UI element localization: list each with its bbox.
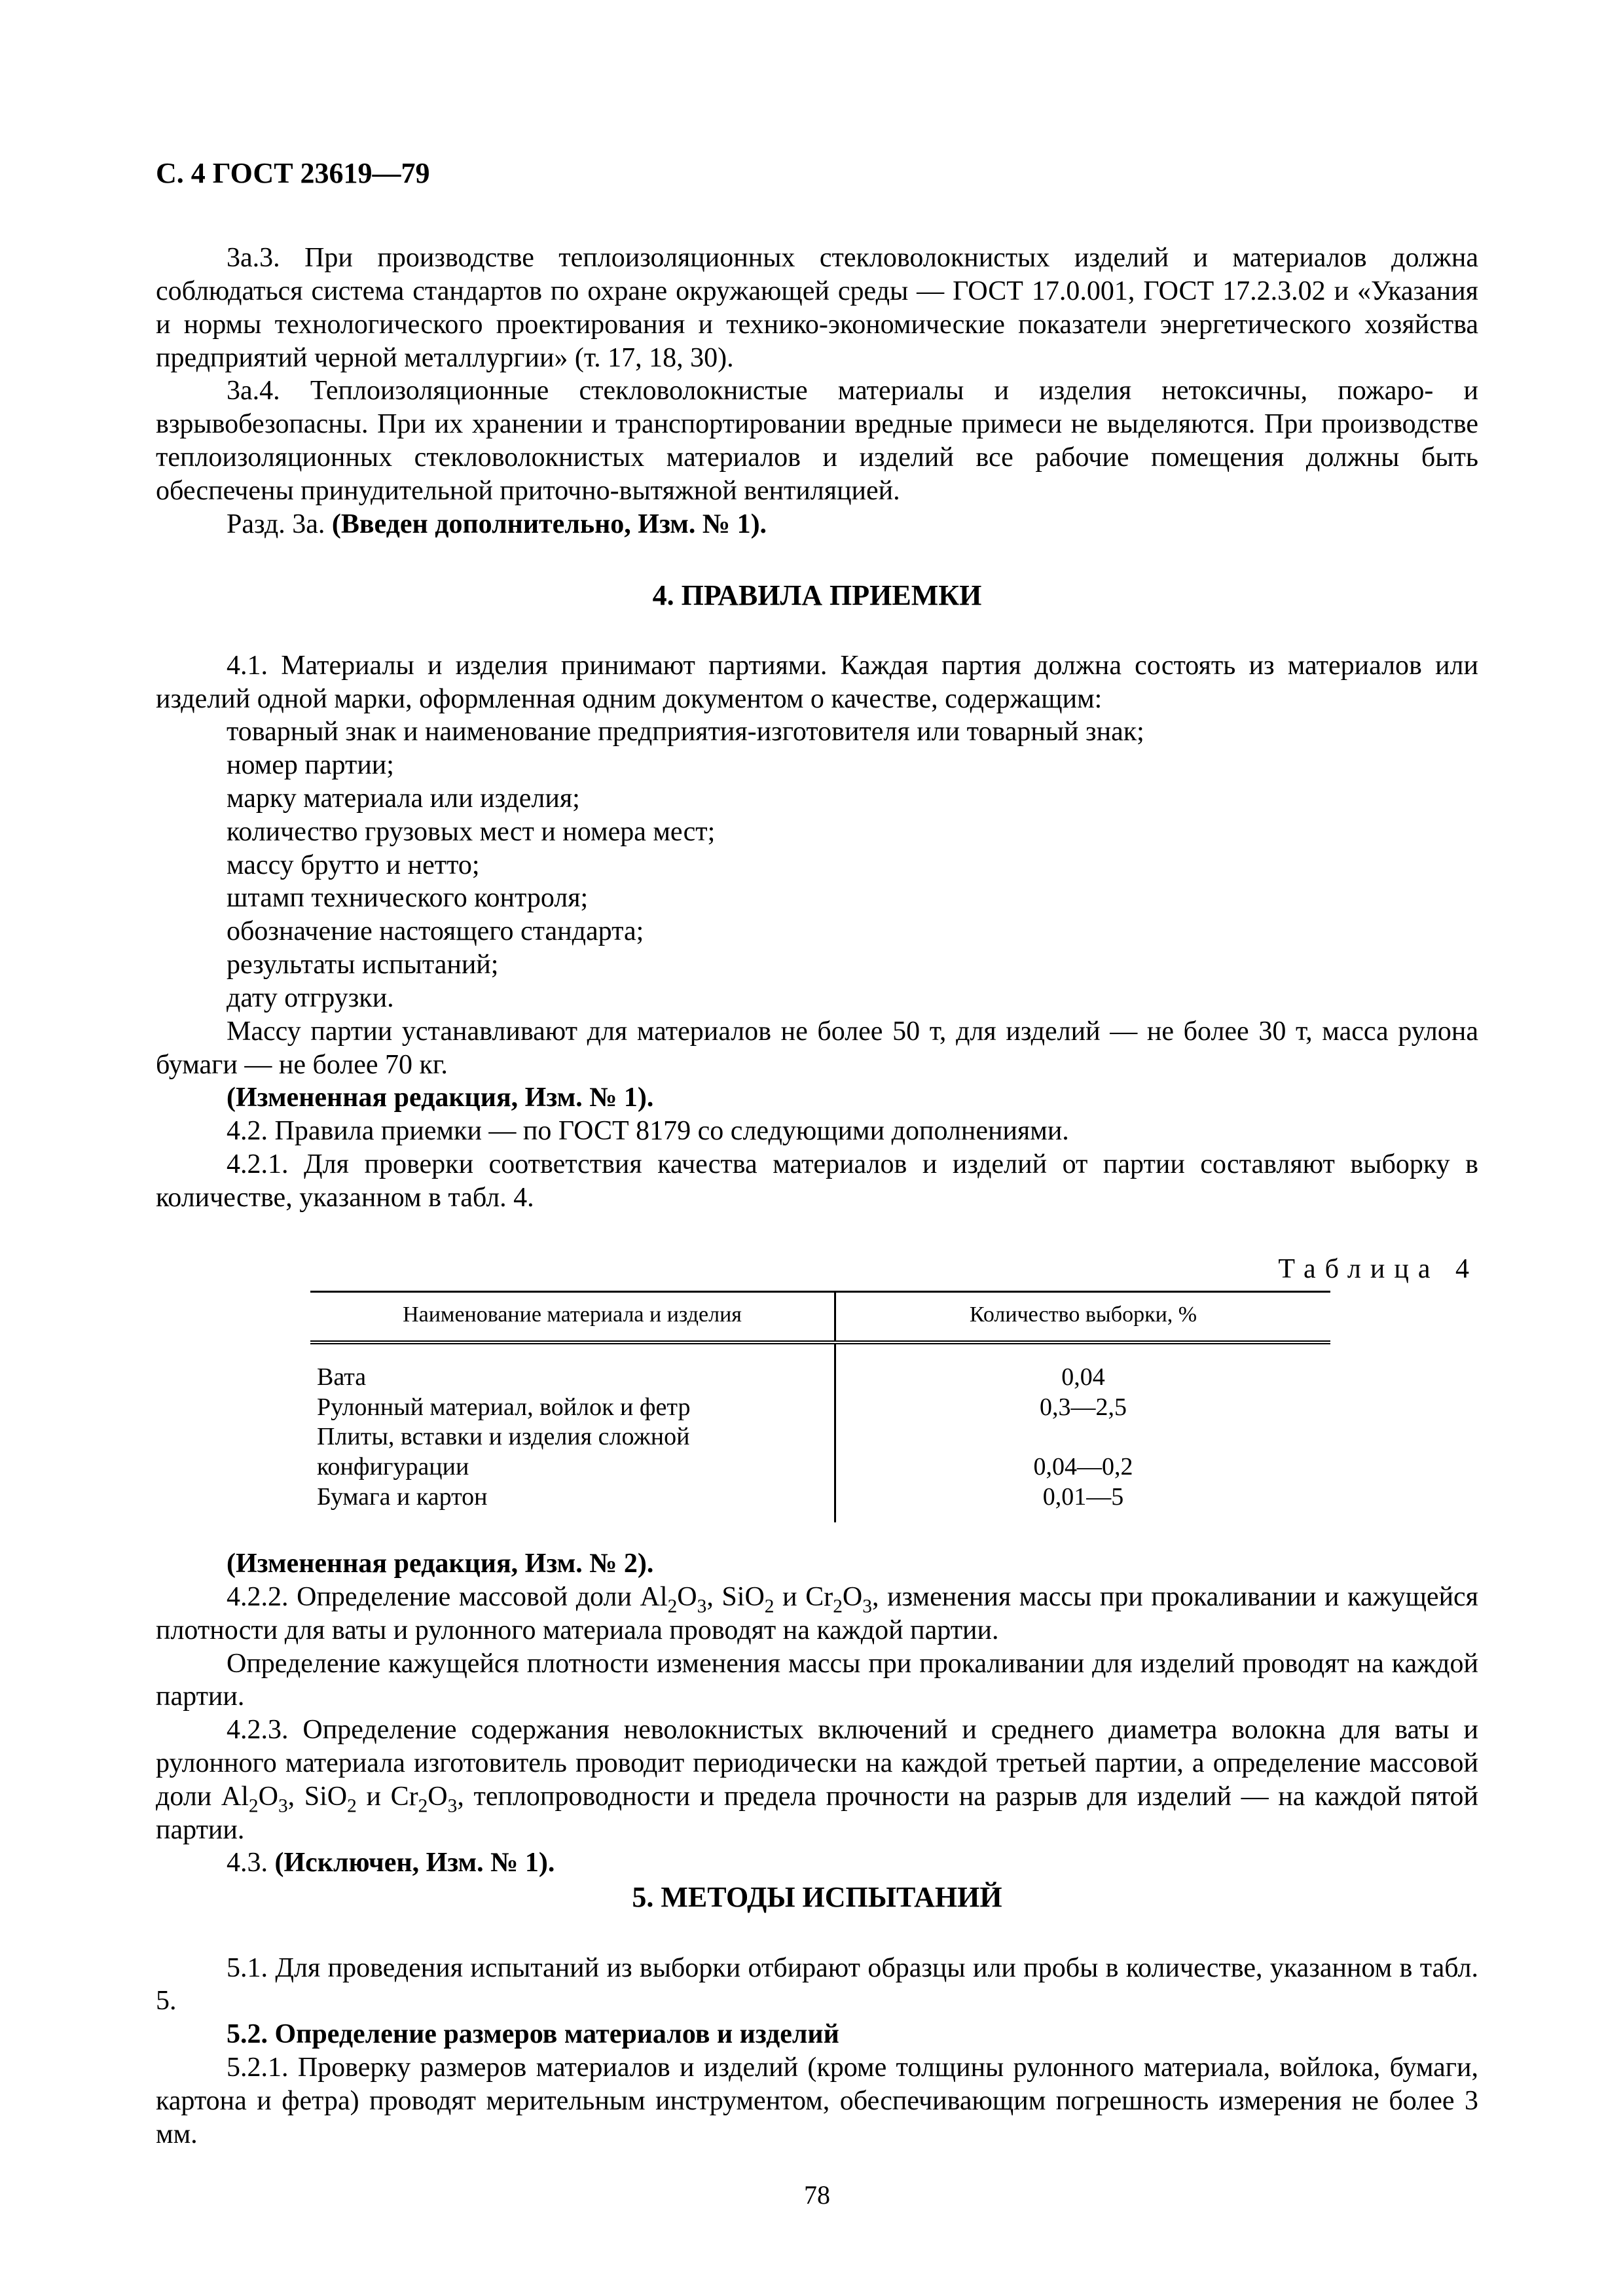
- paragraph-4-3-label: 4.3.: [227, 1848, 275, 1878]
- text-run: , изменения массы при прокаливании и кажущейся плотности для ваты и рулонного материала проводят на каждой партии.: [156, 1581, 1479, 1645]
- paragraph-5-2-1: 5.2.1. Проверку размеров материалов и изделий (кроме толщины рулонного материала, войлока, бумаги, картона и фетра) проводят мерительным инструментом, обеспечивающим погрешность измерения не более 3 мм.: [156, 2052, 1478, 2149]
- table-cell-value: 0,01—5: [1042, 1482, 1124, 1511]
- section-4-title: 4. ПРАВИЛА ПРИЕМКИ: [652, 579, 982, 611]
- paragraph-4-3: [156, 1846, 1478, 1880]
- table-cell-value: 0,3—2,5: [1040, 1393, 1127, 1421]
- table-row: [310, 1393, 1330, 1423]
- paragraph-3a4: 3а.4. Теплоизоляционные стекловолокнистые материалы и изделия нетоксичны, пожаро- и взрывобезопасны. При их хранении и транспортировании вредные примеси не выделяются. При производстве теплоизоляционных стекловолокнистых материалов и изделий все рабочие помещения должны быть обеспечены принудительной приточно-вытяжной вентиляцией.: [156, 376, 1478, 506]
- list-item: массу брутто и нетто;: [227, 850, 480, 880]
- paragraph-3a3: 3а.3. При производстве теплоизоляционных стекловолокнистых изделий и материалов должна соблюдаться система стандартов по охране окружающей среды — ГОСТ 17.0.001, ГОСТ 17.2.3.02 и «Указания и нормы технологического проектирования и технико-экономические показатели энергетического хозяйства предприятий черной металлургии» (т. 17, 18, 30).: [156, 243, 1478, 373]
- paragraph-4-2: 4.2. Правила приемки — по ГОСТ 8179 со следующими дополнениями.: [227, 1116, 1069, 1147]
- paragraph-4-2-3: [156, 1713, 1478, 1846]
- amendment-note: (Введен дополнительно, Изм. № 1).: [331, 509, 767, 539]
- subscript: 3: [278, 1795, 288, 1817]
- table-cell-name: Вата: [310, 1342, 835, 1393]
- column-header-sample: Количество выборки, %: [835, 1292, 1331, 1342]
- paragraph-4-2-2: [156, 1581, 1478, 1647]
- list-item: товарный знак и наименование предприятия-изготовителя или товарный знак;: [227, 717, 1144, 747]
- subscript: 3: [862, 1596, 872, 1617]
- section-3a-note: [156, 508, 1478, 541]
- paragraph-5-1: 5.1. Для проведения испытаний из выборки отбирают образцы или пробы в количестве, указанном в табл. 5.: [156, 1952, 1478, 2017]
- text-run: , SiO: [706, 1581, 765, 1612]
- table-row: [310, 1482, 1330, 1523]
- text-run: , SiO: [287, 1781, 348, 1812]
- table-row: [310, 1452, 1330, 1482]
- subscript: 2: [347, 1795, 357, 1817]
- page-content: [156, 156, 1478, 2212]
- subscript: 2: [248, 1795, 259, 1817]
- paragraph-batch-mass: Массу партии устанавливают для материалов не более 50 т, для изделий — не более 30 т, масса рулона бумаги — не более 70 кг.: [156, 1016, 1478, 1080]
- list-item: количество грузовых мест и номера мест;: [227, 816, 716, 847]
- text-run: и Cr: [356, 1781, 418, 1812]
- subscript: 3: [447, 1795, 458, 1817]
- sample-size-table: [310, 1291, 1330, 1522]
- list-item: штамп технического контроля;: [227, 883, 589, 914]
- paragraph-4-2-1: 4.2.1. Для проверки соответствия качества материалов и изделий от партии составляют выборку в количестве, указанном в табл. 4.: [156, 1149, 1478, 1213]
- text-run: O: [677, 1581, 697, 1612]
- section-3a-label: Разд. 3а.: [227, 509, 332, 539]
- subscript: 2: [667, 1596, 678, 1617]
- table-cell-name: Плиты, вставки и изделия сложной: [310, 1422, 835, 1452]
- table-cell-value: 0,04—0,2: [1033, 1452, 1133, 1480]
- text-run: и Cr: [774, 1581, 833, 1612]
- column-header-material: Наименование материала и изделия: [310, 1292, 835, 1342]
- table-caption: Таблица 4: [1278, 1253, 1478, 1284]
- subscript: 2: [833, 1596, 843, 1617]
- list-item: марку материала или изделия;: [227, 783, 580, 814]
- subscript: 2: [764, 1596, 775, 1617]
- amendment-note: (Исключен, Изм. № 1).: [274, 1848, 555, 1878]
- subscript: 2: [418, 1795, 428, 1817]
- table-cell-name: Бумага и картон: [310, 1482, 835, 1523]
- table-cell-name-continued: конфигурации: [310, 1452, 835, 1482]
- table-cell-empty: [835, 1422, 1331, 1452]
- text-run: O: [428, 1781, 448, 1812]
- table-row: [310, 1342, 1330, 1393]
- subscript: 3: [697, 1596, 707, 1617]
- subsection-5-2-title: 5.2. Определение размеров материалов и изделий: [227, 2019, 839, 2050]
- running-head: С. 4 ГОСТ 23619—79: [156, 157, 430, 189]
- paragraph-4-2-2-b: Определение кажущейся плотности изменения массы при прокаливании для изделий проводят на каждой партии.: [156, 1648, 1478, 1712]
- table-cell-name: Рулонный материал, войлок и фетр: [310, 1393, 835, 1423]
- list-item: результаты испытаний;: [227, 950, 499, 980]
- section-5-title: 5. МЕТОДЫ ИСПЫТАНИЙ: [632, 1881, 1002, 1914]
- page-number: 78: [804, 2180, 830, 2210]
- text-run: O: [258, 1781, 278, 1812]
- text-run: O: [842, 1581, 863, 1612]
- table-row: [310, 1422, 1330, 1452]
- list-item: обозначение настоящего стандарта;: [227, 916, 644, 947]
- list-item: номер партии;: [227, 750, 394, 781]
- paragraph-4-1: 4.1. Материалы и изделия принимают партиями. Каждая партия должна состоять из материалов или изделий одной марки, оформленная одним документом о качестве, содержащим:: [156, 650, 1478, 714]
- document-contents-list: [156, 715, 1478, 1014]
- table-cell-value: 0,04: [1061, 1363, 1105, 1391]
- text-run: , теплопроводности и предела прочности на разрыв для изделий — на каждой пятой партии.: [156, 1781, 1478, 1845]
- amendment-note: (Измененная редакция, Изм. № 2).: [227, 1549, 654, 1579]
- list-item: дату отгрузки.: [227, 982, 394, 1013]
- text-run: 4.2.2. Определение массовой доли Al: [227, 1581, 668, 1612]
- table-header-row: [310, 1292, 1330, 1342]
- text-run: 4.2.3. Определение содержания неволокнистых включений и среднего диаметра волокна для ваты и рулонного материала изготовитель проводит периодически на каждой третьей партии, а определение массовой доли Al: [156, 1715, 1478, 1812]
- amendment-note: (Измененная редакция, Изм. № 1).: [227, 1083, 654, 1113]
